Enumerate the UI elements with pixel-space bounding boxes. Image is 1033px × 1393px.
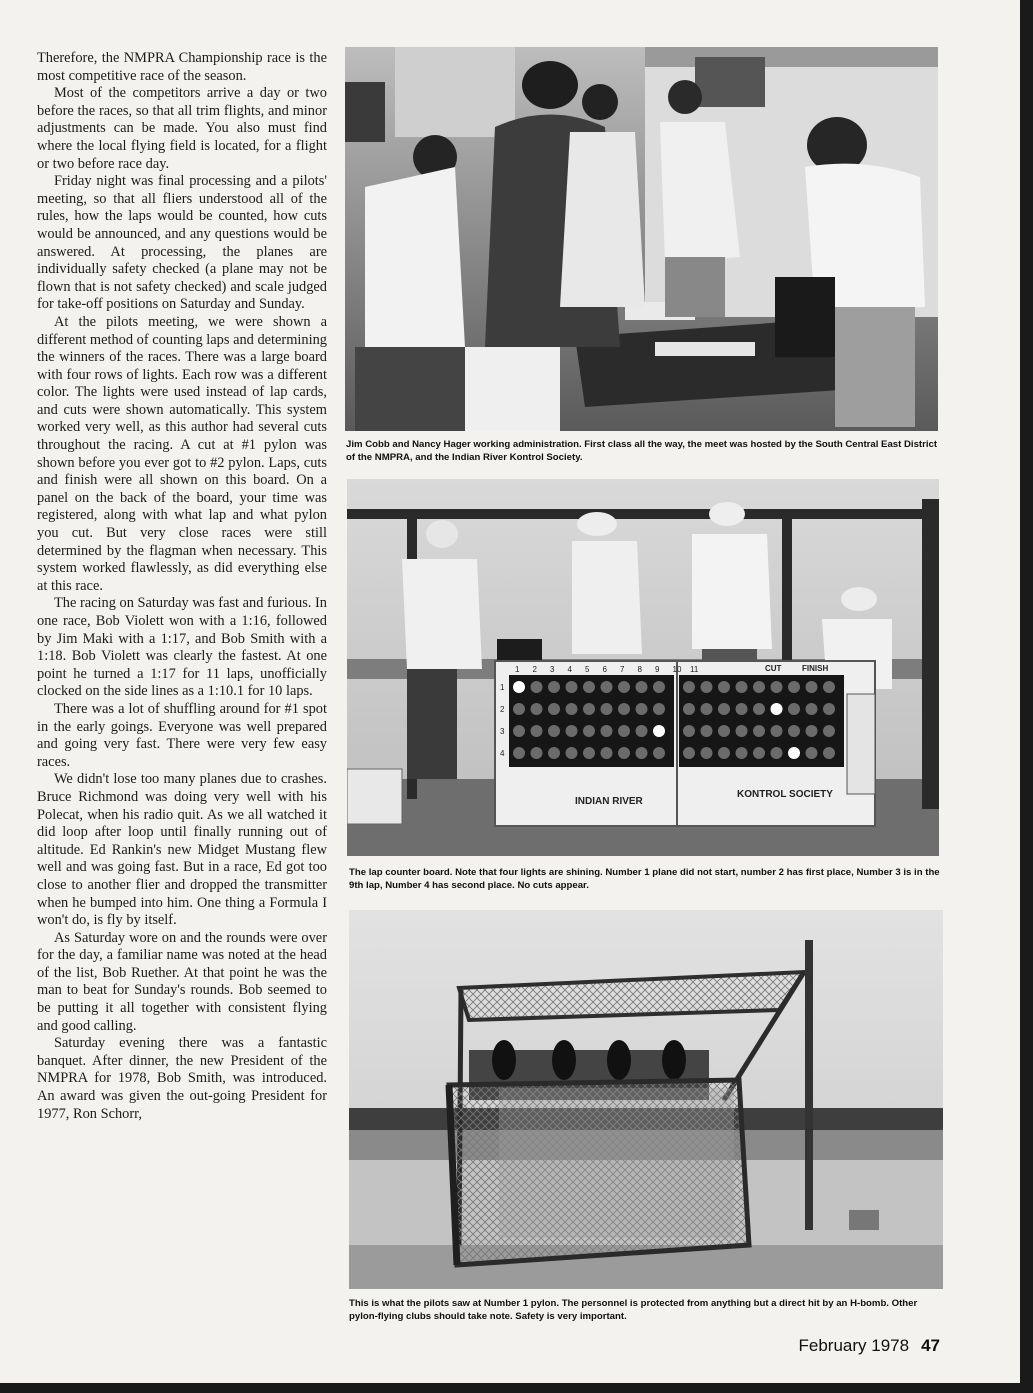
- board-light: [601, 725, 613, 737]
- board-light: [653, 725, 665, 737]
- board-light: [618, 681, 630, 693]
- board-light: [636, 681, 648, 693]
- board-left-label: INDIAN RIVER: [575, 796, 643, 807]
- board-light: [823, 747, 835, 759]
- article-paragraph-8: As Saturday wore on and the rounds were over for the day, a familiar name was noted at the head of the list, Bob Ruether. At that point he was the man to beat for Sunday's rounds. Bob seemed to be putting it all together with consistent flying and good calling.: [37, 929, 327, 1034]
- board-light: [583, 703, 595, 715]
- board-light: [566, 681, 578, 693]
- board-light: [788, 725, 800, 737]
- board-light: [566, 725, 578, 737]
- page-number: 47: [921, 1336, 940, 1355]
- board-light: [771, 681, 783, 693]
- article-paragraph-7: We didn't lose too many planes due to crashes. Bruce Richmond was doing very well with his Polecat, when his radio quit. As we all watched it did loop after loop until finally running out of altitude. Ed Rankin's new Midget Mustang flew well and was going fast. But in a race, Ed got too close to another flier and dropped the transmitter when he bumped into him. One thing a Formula I won't do, is fly by itself.: [37, 771, 327, 929]
- photo-lap-counter: [347, 479, 939, 856]
- photo-pylon-shelter-caption: This is what the pilots saw at Number 1 pylon. The personnel is protected from anything but a direct hit by an H-bomb. Other pylon-flying clubs should take note. Safety is very important.: [349, 1298, 918, 1322]
- photo-administration-image: [345, 47, 938, 431]
- photo-lap-counter-caption: The lap counter board. Note that four lights are shining. Number 1 plane did not start, number 2 has first place, Number 3 is in the 9th lap, Number 4 has second place. No cuts appear.: [349, 867, 940, 891]
- board-cut-label: CUT: [765, 664, 782, 673]
- board-row-number: 4: [500, 749, 505, 758]
- board-column-number: 5: [585, 665, 590, 674]
- board-light: [583, 681, 595, 693]
- board-light: [636, 747, 648, 759]
- board-light: [736, 725, 748, 737]
- board-light: [601, 703, 613, 715]
- board-light: [718, 703, 730, 715]
- board-column-number: 4: [567, 665, 572, 674]
- board-light: [583, 747, 595, 759]
- board-light: [823, 681, 835, 693]
- board-light: [788, 747, 800, 759]
- board-light: [823, 703, 835, 715]
- article-paragraph-2: Most of the competitors arrive a day or two before the races, so that all trim flights, and minor adjustments can be made. You also must find where the local flying field is located, for a flight or two before race day.: [37, 85, 327, 172]
- article-paragraph-4: At the pilots meeting, we were shown a different method of counting laps and determining the winners of the races. There was a large board with four rows of lights. Each row was a different color. The lights were used instead of lap cards, and cuts were shown automatically. This system worked very well, as this author had several cuts throughout the racing. A cut at #1 pylon was shown before you ever got to #2 pylon. Laps, cuts and finish were all shown on this board. On a panel on the back of the board, your time was registered, along with what lap and what pylon you cut. But very close races were still determined by the flagman when necessary. This system worked flawlessly, as did everything else at this race.: [37, 313, 327, 594]
- board-row-number: 3: [500, 727, 505, 736]
- article-text-column: [37, 50, 327, 1123]
- article-paragraph-5: The racing on Saturday was fast and furious. In one race, Bob Violett won with a 1:16, followed by Jim Maki with a 1:17, and Bob Smith with a 1:18. Bob Violett was clearly the fastest. At one point he turned a 1:17 for 11 laps, unofficially clocked on the side lines as a 1:10.1 for 10 laps.: [37, 595, 327, 700]
- board-column-number: 10: [672, 665, 682, 674]
- board-light: [753, 681, 765, 693]
- board-light: [771, 703, 783, 715]
- board-light: [566, 747, 578, 759]
- photo-pylon-shelter: [349, 910, 943, 1289]
- board-light: [683, 725, 695, 737]
- board-light: [806, 747, 818, 759]
- issue-date: February 1978: [798, 1336, 910, 1355]
- board-light: [601, 747, 613, 759]
- board-light: [513, 703, 525, 715]
- board-light: [788, 681, 800, 693]
- scan-edge-bottom: [0, 1383, 1033, 1393]
- board-light: [683, 681, 695, 693]
- board-light: [618, 725, 630, 737]
- board-light: [718, 681, 730, 693]
- board-light: [653, 747, 665, 759]
- board-light: [771, 725, 783, 737]
- board-column-number: 11: [690, 665, 699, 674]
- board-column-number: 3: [550, 665, 555, 674]
- board-light: [701, 681, 713, 693]
- board-column-number: 2: [532, 665, 537, 674]
- board-light: [566, 703, 578, 715]
- board-light: [583, 725, 595, 737]
- board-light: [806, 681, 818, 693]
- board-light: [618, 747, 630, 759]
- article-paragraph-3: Friday night was final processing and a pilots' meeting, so that all fliers understood all of the rules, how the laps would be counted, how cuts would be announced, and any questions would be answered. At processing, the planes are individually safety checked (a plane may not be flown that is not safety checked) and scale judged for take-off positions on Saturday and Sunday.: [37, 173, 327, 313]
- board-light: [788, 703, 800, 715]
- board-light: [806, 703, 818, 715]
- board-light: [653, 681, 665, 693]
- scan-edge-right: [1020, 0, 1033, 1393]
- board-light: [531, 747, 543, 759]
- board-right-label: KONTROL SOCIETY: [737, 789, 833, 800]
- board-row-number: 1: [500, 683, 505, 692]
- board-light: [636, 725, 648, 737]
- board-light: [771, 747, 783, 759]
- photo-lap-counter-image: [347, 479, 939, 856]
- board-light: [548, 747, 560, 759]
- board-column-number: 6: [602, 665, 607, 674]
- board-light: [548, 681, 560, 693]
- board-light: [753, 703, 765, 715]
- board-light: [736, 747, 748, 759]
- board-light: [701, 725, 713, 737]
- board-light: [718, 747, 730, 759]
- board-light: [636, 703, 648, 715]
- board-light: [736, 681, 748, 693]
- board-light: [513, 747, 525, 759]
- board-light: [753, 725, 765, 737]
- article-paragraph-9: Saturday evening there was a fantastic banquet. After dinner, the new President of the NMPRA for 1978, Bob Smith, was introduced. An award was given the out-going President for 1977, Ron Schorr,: [37, 1035, 327, 1122]
- photo-administration-caption: Jim Cobb and Nancy Hager working administration. First class all the way, the meet was hosted by the South Central East District of the NMPRA, and the Indian River Kontrol Society.: [346, 439, 938, 463]
- board-light: [823, 725, 835, 737]
- board-light: [736, 703, 748, 715]
- board-light: [531, 725, 543, 737]
- board-light: [531, 703, 543, 715]
- board-column-number: 8: [637, 665, 642, 674]
- board-row-number: 2: [500, 705, 505, 714]
- board-light: [531, 681, 543, 693]
- article-paragraph-1: Therefore, the NMPRA Championship race is the most competitive race of the season.: [37, 50, 327, 84]
- board-column-number: 1: [515, 665, 520, 674]
- board-light: [683, 703, 695, 715]
- board-light: [618, 703, 630, 715]
- board-finish-label: FINISH: [802, 664, 829, 673]
- board-light: [753, 747, 765, 759]
- board-light: [513, 725, 525, 737]
- board-column-number: 7: [620, 665, 625, 674]
- board-light: [513, 681, 525, 693]
- board-light: [683, 747, 695, 759]
- board-light: [718, 725, 730, 737]
- board-column-number: 9: [655, 665, 660, 674]
- board-light: [548, 725, 560, 737]
- board-light: [653, 703, 665, 715]
- article-paragraph-6: There was a lot of shuffling around for #1 spot in the early goings. Everyone was well prepared and going very fast. There were very few easy races.: [37, 700, 327, 770]
- board-light: [548, 703, 560, 715]
- page-footer: [799, 1336, 941, 1356]
- board-light: [701, 747, 713, 759]
- board-light: [701, 703, 713, 715]
- photo-pylon-shelter-image: [349, 910, 943, 1289]
- board-light: [806, 725, 818, 737]
- photo-administration: [345, 47, 938, 431]
- board-light: [601, 681, 613, 693]
